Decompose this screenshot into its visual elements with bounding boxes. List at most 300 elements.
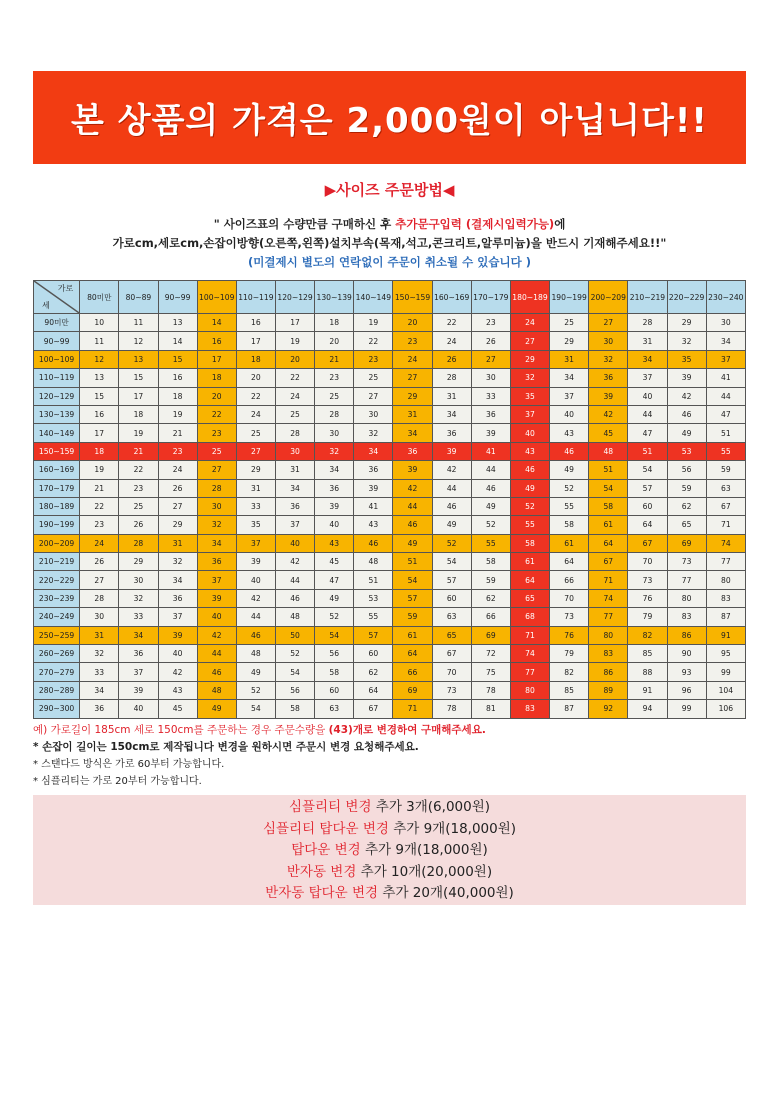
table-cell: 36	[589, 369, 628, 387]
table-cell: 71	[589, 571, 628, 589]
table-cell: 66	[471, 608, 510, 626]
table-cell: 67	[589, 553, 628, 571]
table-cell: 49	[315, 589, 354, 607]
table-cell: 26	[432, 350, 471, 368]
table-cell: 42	[158, 663, 197, 681]
table-cell: 68	[510, 608, 549, 626]
table-cell: 31	[432, 387, 471, 405]
table-cell: 45	[158, 700, 197, 718]
table-cell: 42	[393, 479, 432, 497]
table-cell: 69	[393, 681, 432, 699]
table-cell: 40	[628, 387, 667, 405]
size-table	[33, 280, 746, 719]
table-cell: 32	[119, 589, 158, 607]
table-cell: 22	[197, 405, 236, 423]
table-cell: 37	[197, 571, 236, 589]
table-cell: 76	[550, 626, 589, 644]
table-cell: 20	[393, 314, 432, 332]
table-row	[34, 424, 746, 442]
option-row	[33, 862, 746, 884]
table-cell: 40	[510, 424, 549, 442]
option-name: 심플리티 탑다운 변경	[262, 820, 389, 837]
table-cell: 29	[510, 350, 549, 368]
table-cell: 39	[119, 681, 158, 699]
table-cell: 64	[393, 645, 432, 663]
table-cell: 83	[706, 589, 745, 607]
table-cell: 34	[275, 479, 314, 497]
table-cell: 77	[706, 553, 745, 571]
table-cell: 12	[80, 350, 119, 368]
table-cell: 58	[510, 534, 549, 552]
table-cell: 39	[432, 442, 471, 460]
option-row	[33, 819, 746, 841]
table-cell: 17	[80, 424, 119, 442]
banner-text: 본 상품의 가격은 2,000원이 아닙니다!!	[71, 101, 708, 141]
table-cell: 12	[119, 332, 158, 350]
table-cell: 32	[510, 369, 549, 387]
corner-width-label: 가로	[57, 284, 74, 293]
table-cell: 31	[628, 332, 667, 350]
table-cell: 39	[471, 424, 510, 442]
table-cell: 36	[119, 645, 158, 663]
table-row	[34, 369, 746, 387]
table-cell: 34	[393, 424, 432, 442]
table-cell: 30	[197, 497, 236, 515]
option-detail: 추가 9개(18,000원)	[360, 842, 488, 858]
table-cell: 77	[667, 571, 706, 589]
table-cell: 19	[354, 314, 393, 332]
table-cell: 99	[667, 700, 706, 718]
table-cell: 13	[80, 369, 119, 387]
standard-note: * 스탠다드 방식은 가로 60부터 가능합니다.	[33, 759, 225, 770]
table-cell: 16	[80, 405, 119, 423]
table-cell: 65	[667, 516, 706, 534]
table-row	[34, 608, 746, 626]
table-cell: 46	[550, 442, 589, 460]
table-cell: 83	[589, 645, 628, 663]
table-cell: 55	[510, 516, 549, 534]
table-cell: 18	[80, 442, 119, 460]
table-cell: 31	[236, 479, 275, 497]
table-cell: 13	[158, 314, 197, 332]
table-cell: 64	[510, 571, 549, 589]
table-cell: 54	[236, 700, 275, 718]
table-cell: 24	[432, 332, 471, 350]
table-cell: 66	[393, 663, 432, 681]
table-cell: 46	[197, 663, 236, 681]
table-cell: 10	[80, 314, 119, 332]
table-cell: 90	[667, 645, 706, 663]
table-row	[34, 663, 746, 681]
table-cell: 37	[550, 387, 589, 405]
example-quantity: (43)개로 변경하여 구매해주세요.	[328, 724, 486, 736]
table-row	[34, 553, 746, 571]
table-cell: 44	[471, 461, 510, 479]
table-cell: 34	[706, 332, 745, 350]
table-cell: 49	[550, 461, 589, 479]
table-cell: 74	[589, 589, 628, 607]
table-row	[34, 681, 746, 699]
simplity-note: * 심플리티는 가로 20부터 가능합니다.	[33, 776, 202, 787]
table-cell: 22	[432, 314, 471, 332]
table-cell: 49	[197, 700, 236, 718]
table-cell: 69	[667, 534, 706, 552]
table-cell: 41	[354, 497, 393, 515]
row-header: 210~219	[34, 553, 80, 571]
notice-line-1-suffix: 에	[554, 217, 566, 231]
table-cell: 36	[197, 553, 236, 571]
table-cell: 49	[236, 663, 275, 681]
size-table-body	[34, 314, 746, 719]
table-cell: 63	[706, 479, 745, 497]
table-cell: 23	[197, 424, 236, 442]
table-cell: 79	[550, 645, 589, 663]
column-header: 130~139	[315, 281, 354, 314]
table-row	[34, 700, 746, 718]
table-cell: 24	[236, 405, 275, 423]
table-cell: 18	[197, 369, 236, 387]
table-cell: 46	[275, 589, 314, 607]
option-detail: 추가 9개(18,000원)	[388, 820, 517, 837]
table-cell: 87	[706, 608, 745, 626]
table-cell: 28	[315, 405, 354, 423]
table-cell: 13	[119, 350, 158, 368]
table-cell: 57	[354, 626, 393, 644]
table-cell: 55	[354, 608, 393, 626]
table-cell: 32	[667, 332, 706, 350]
column-header: 120~129	[275, 281, 314, 314]
table-cell: 27	[510, 332, 549, 350]
table-cell: 42	[667, 387, 706, 405]
table-cell: 61	[550, 534, 589, 552]
row-header: 270~279	[34, 663, 80, 681]
table-cell: 93	[667, 663, 706, 681]
table-cell: 64	[628, 516, 667, 534]
table-cell: 37	[236, 534, 275, 552]
row-header: 190~199	[34, 516, 80, 534]
table-cell: 22	[275, 369, 314, 387]
notice-line-3: (미결제시 별도의 연락없이 주문이 취소될 수 있습니다 )	[248, 255, 531, 269]
table-cell: 42	[197, 626, 236, 644]
table-cell: 82	[550, 663, 589, 681]
row-header: 200~209	[34, 534, 80, 552]
table-cell: 36	[354, 461, 393, 479]
table-cell: 59	[471, 571, 510, 589]
table-cell: 63	[315, 700, 354, 718]
table-cell: 81	[471, 700, 510, 718]
row-header: 100~109	[34, 350, 80, 368]
option-name: 반자동 탑다운 변경	[265, 885, 379, 901]
table-cell: 51	[354, 571, 393, 589]
table-cell: 34	[80, 681, 119, 699]
row-header: 170~179	[34, 479, 80, 497]
table-cell: 54	[315, 626, 354, 644]
table-cell: 25	[119, 497, 158, 515]
table-cell: 46	[236, 626, 275, 644]
table-cell: 34	[628, 350, 667, 368]
table-cell: 62	[471, 589, 510, 607]
table-cell: 91	[706, 626, 745, 644]
table-cell: 57	[628, 479, 667, 497]
table-cell: 71	[393, 700, 432, 718]
table-cell: 28	[119, 534, 158, 552]
table-cell: 23	[354, 350, 393, 368]
table-cell: 20	[315, 332, 354, 350]
row-header: 260~269	[34, 645, 80, 663]
table-cell: 67	[432, 645, 471, 663]
table-cell: 29	[550, 332, 589, 350]
table-cell: 32	[158, 553, 197, 571]
table-cell: 16	[158, 369, 197, 387]
table-cell: 73	[550, 608, 589, 626]
table-cell: 70	[550, 589, 589, 607]
table-cell: 31	[275, 461, 314, 479]
table-cell: 17	[275, 314, 314, 332]
table-cell: 34	[158, 571, 197, 589]
table-cell: 30	[275, 442, 314, 460]
table-cell: 46	[393, 516, 432, 534]
table-cell: 71	[706, 516, 745, 534]
table-cell: 28	[80, 589, 119, 607]
table-cell: 60	[315, 681, 354, 699]
table-cell: 37	[158, 608, 197, 626]
table-cell: 35	[667, 350, 706, 368]
table-cell: 35	[236, 516, 275, 534]
row-header: 150~159	[34, 442, 80, 460]
size-table-header	[34, 281, 746, 314]
table-cell: 61	[510, 553, 549, 571]
table-row	[34, 645, 746, 663]
table-cell: 47	[315, 571, 354, 589]
table-cell: 66	[550, 571, 589, 589]
table-cell: 48	[589, 442, 628, 460]
column-header: 80미만	[80, 281, 119, 314]
table-cell: 67	[354, 700, 393, 718]
table-cell: 30	[471, 369, 510, 387]
table-cell: 55	[471, 534, 510, 552]
table-cell: 33	[80, 663, 119, 681]
table-cell: 61	[589, 516, 628, 534]
table-cell: 25	[354, 369, 393, 387]
table-cell: 24	[80, 534, 119, 552]
table-cell: 31	[158, 534, 197, 552]
table-cell: 28	[628, 314, 667, 332]
table-cell: 44	[275, 571, 314, 589]
table-cell: 53	[354, 589, 393, 607]
table-cell: 15	[119, 369, 158, 387]
table-cell: 91	[628, 681, 667, 699]
table-cell: 16	[236, 314, 275, 332]
table-cell: 28	[275, 424, 314, 442]
table-cell: 23	[393, 332, 432, 350]
table-cell: 19	[80, 461, 119, 479]
table-cell: 60	[354, 645, 393, 663]
table-cell: 44	[432, 479, 471, 497]
table-cell: 55	[550, 497, 589, 515]
table-cell: 74	[510, 645, 549, 663]
table-cell: 23	[471, 314, 510, 332]
table-cell: 39	[393, 461, 432, 479]
table-cell: 80	[706, 571, 745, 589]
row-header: 280~289	[34, 681, 80, 699]
table-cell: 52	[315, 608, 354, 626]
column-header: 80~89	[119, 281, 158, 314]
table-cell: 39	[667, 369, 706, 387]
table-cell: 51	[589, 461, 628, 479]
table-cell: 78	[432, 700, 471, 718]
table-cell: 29	[158, 516, 197, 534]
table-cell: 48	[236, 645, 275, 663]
table-cell: 42	[236, 589, 275, 607]
table-cell: 34	[197, 534, 236, 552]
table-cell: 56	[667, 461, 706, 479]
table-cell: 48	[275, 608, 314, 626]
table-row	[34, 479, 746, 497]
table-cell: 49	[667, 424, 706, 442]
table-cell: 73	[628, 571, 667, 589]
table-cell: 40	[550, 405, 589, 423]
table-cell: 36	[471, 405, 510, 423]
table-cell: 14	[158, 332, 197, 350]
row-header: 130~139	[34, 405, 80, 423]
table-cell: 22	[236, 387, 275, 405]
table-cell: 46	[471, 479, 510, 497]
table-cell: 33	[119, 608, 158, 626]
table-cell: 65	[510, 589, 549, 607]
row-header: 90~99	[34, 332, 80, 350]
table-cell: 82	[628, 626, 667, 644]
option-name: 탑다운 변경	[291, 842, 361, 858]
notice-line-1-prefix: " 사이즈표의 수량만큼 구매하신 후	[213, 217, 396, 231]
table-cell: 53	[667, 442, 706, 460]
table-cell: 92	[589, 700, 628, 718]
table-cell: 36	[315, 479, 354, 497]
table-row	[34, 571, 746, 589]
table-cell: 52	[550, 479, 589, 497]
table-cell: 51	[393, 553, 432, 571]
table-cell: 22	[80, 497, 119, 515]
option-detail: 추가 3개(6,000원)	[371, 799, 491, 815]
table-row	[34, 516, 746, 534]
column-header: 160~169	[432, 281, 471, 314]
column-header: 170~179	[471, 281, 510, 314]
table-cell: 85	[550, 681, 589, 699]
row-header: 180~189	[34, 497, 80, 515]
table-cell: 23	[119, 479, 158, 497]
notice-line-2: 가로cm,세로cm,손잡이방향(오른쪽,왼쪽)설치부속(목재,석고,콘크리트,알루미늄)을 반드시 기재해주세요!!"	[112, 236, 667, 250]
option-name: 심플리티 변경	[288, 799, 372, 815]
table-cell: 49	[393, 534, 432, 552]
table-cell: 36	[80, 700, 119, 718]
table-cell: 24	[158, 461, 197, 479]
table-cell: 33	[471, 387, 510, 405]
table-cell: 28	[432, 369, 471, 387]
table-cell: 75	[471, 663, 510, 681]
table-cell: 24	[275, 387, 314, 405]
table-cell: 39	[354, 479, 393, 497]
table-cell: 83	[667, 608, 706, 626]
table-cell: 21	[80, 479, 119, 497]
option-row	[33, 883, 746, 905]
table-cell: 39	[315, 497, 354, 515]
table-row	[34, 589, 746, 607]
table-cell: 18	[119, 405, 158, 423]
option-pricing-box	[33, 795, 746, 905]
table-cell: 43	[315, 534, 354, 552]
table-cell: 85	[628, 645, 667, 663]
table-cell: 80	[667, 589, 706, 607]
row-header: 90미만	[34, 314, 80, 332]
price-warning-banner	[33, 71, 746, 164]
table-cell: 23	[315, 369, 354, 387]
table-cell: 42	[275, 553, 314, 571]
table-cell: 20	[275, 350, 314, 368]
table-cell: 22	[119, 461, 158, 479]
table-cell: 31	[393, 405, 432, 423]
table-cell: 96	[667, 681, 706, 699]
table-cell: 19	[275, 332, 314, 350]
table-cell: 26	[471, 332, 510, 350]
table-cell: 26	[119, 516, 158, 534]
table-cell: 24	[393, 350, 432, 368]
table-cell: 57	[432, 571, 471, 589]
table-cell: 43	[354, 516, 393, 534]
table-cell: 47	[628, 424, 667, 442]
table-cell: 47	[706, 405, 745, 423]
example-note	[33, 722, 486, 739]
table-cell: 58	[275, 700, 314, 718]
table-cell: 27	[471, 350, 510, 368]
table-cell: 41	[706, 369, 745, 387]
table-cell: 94	[628, 700, 667, 718]
notice-line-1	[0, 216, 779, 232]
table-cell: 39	[589, 387, 628, 405]
table-cell: 52	[275, 645, 314, 663]
table-cell: 73	[667, 553, 706, 571]
table-cell: 57	[393, 589, 432, 607]
table-cell: 58	[315, 663, 354, 681]
table-cell: 36	[275, 497, 314, 515]
table-cell: 21	[315, 350, 354, 368]
table-cell: 106	[706, 700, 745, 718]
column-header: 90~99	[158, 281, 197, 314]
table-cell: 52	[432, 534, 471, 552]
table-cell: 27	[158, 497, 197, 515]
table-cell: 37	[275, 516, 314, 534]
table-cell: 56	[315, 645, 354, 663]
table-cell: 25	[275, 405, 314, 423]
table-cell: 34	[432, 405, 471, 423]
table-cell: 55	[706, 442, 745, 460]
section-title: ▶사이즈 주문방법◀	[324, 181, 455, 199]
table-cell: 32	[354, 424, 393, 442]
table-cell: 27	[80, 571, 119, 589]
table-cell: 25	[550, 314, 589, 332]
table-cell: 14	[197, 314, 236, 332]
table-cell: 69	[471, 626, 510, 644]
handle-note: * 손잡이 길이는 150cm로 제작됩니다 변경을 원하시면 주문시 변경 요청해주세요.	[33, 741, 419, 753]
table-cell: 58	[589, 497, 628, 515]
table-cell: 30	[589, 332, 628, 350]
table-cell: 78	[471, 681, 510, 699]
notice-line-1-highlight: 추가문구입력 (결제시입력가능)	[395, 217, 555, 231]
table-row	[34, 626, 746, 644]
table-cell: 20	[197, 387, 236, 405]
table-cell: 30	[354, 405, 393, 423]
table-cell: 54	[432, 553, 471, 571]
table-cell: 40	[236, 571, 275, 589]
table-cell: 46	[510, 461, 549, 479]
